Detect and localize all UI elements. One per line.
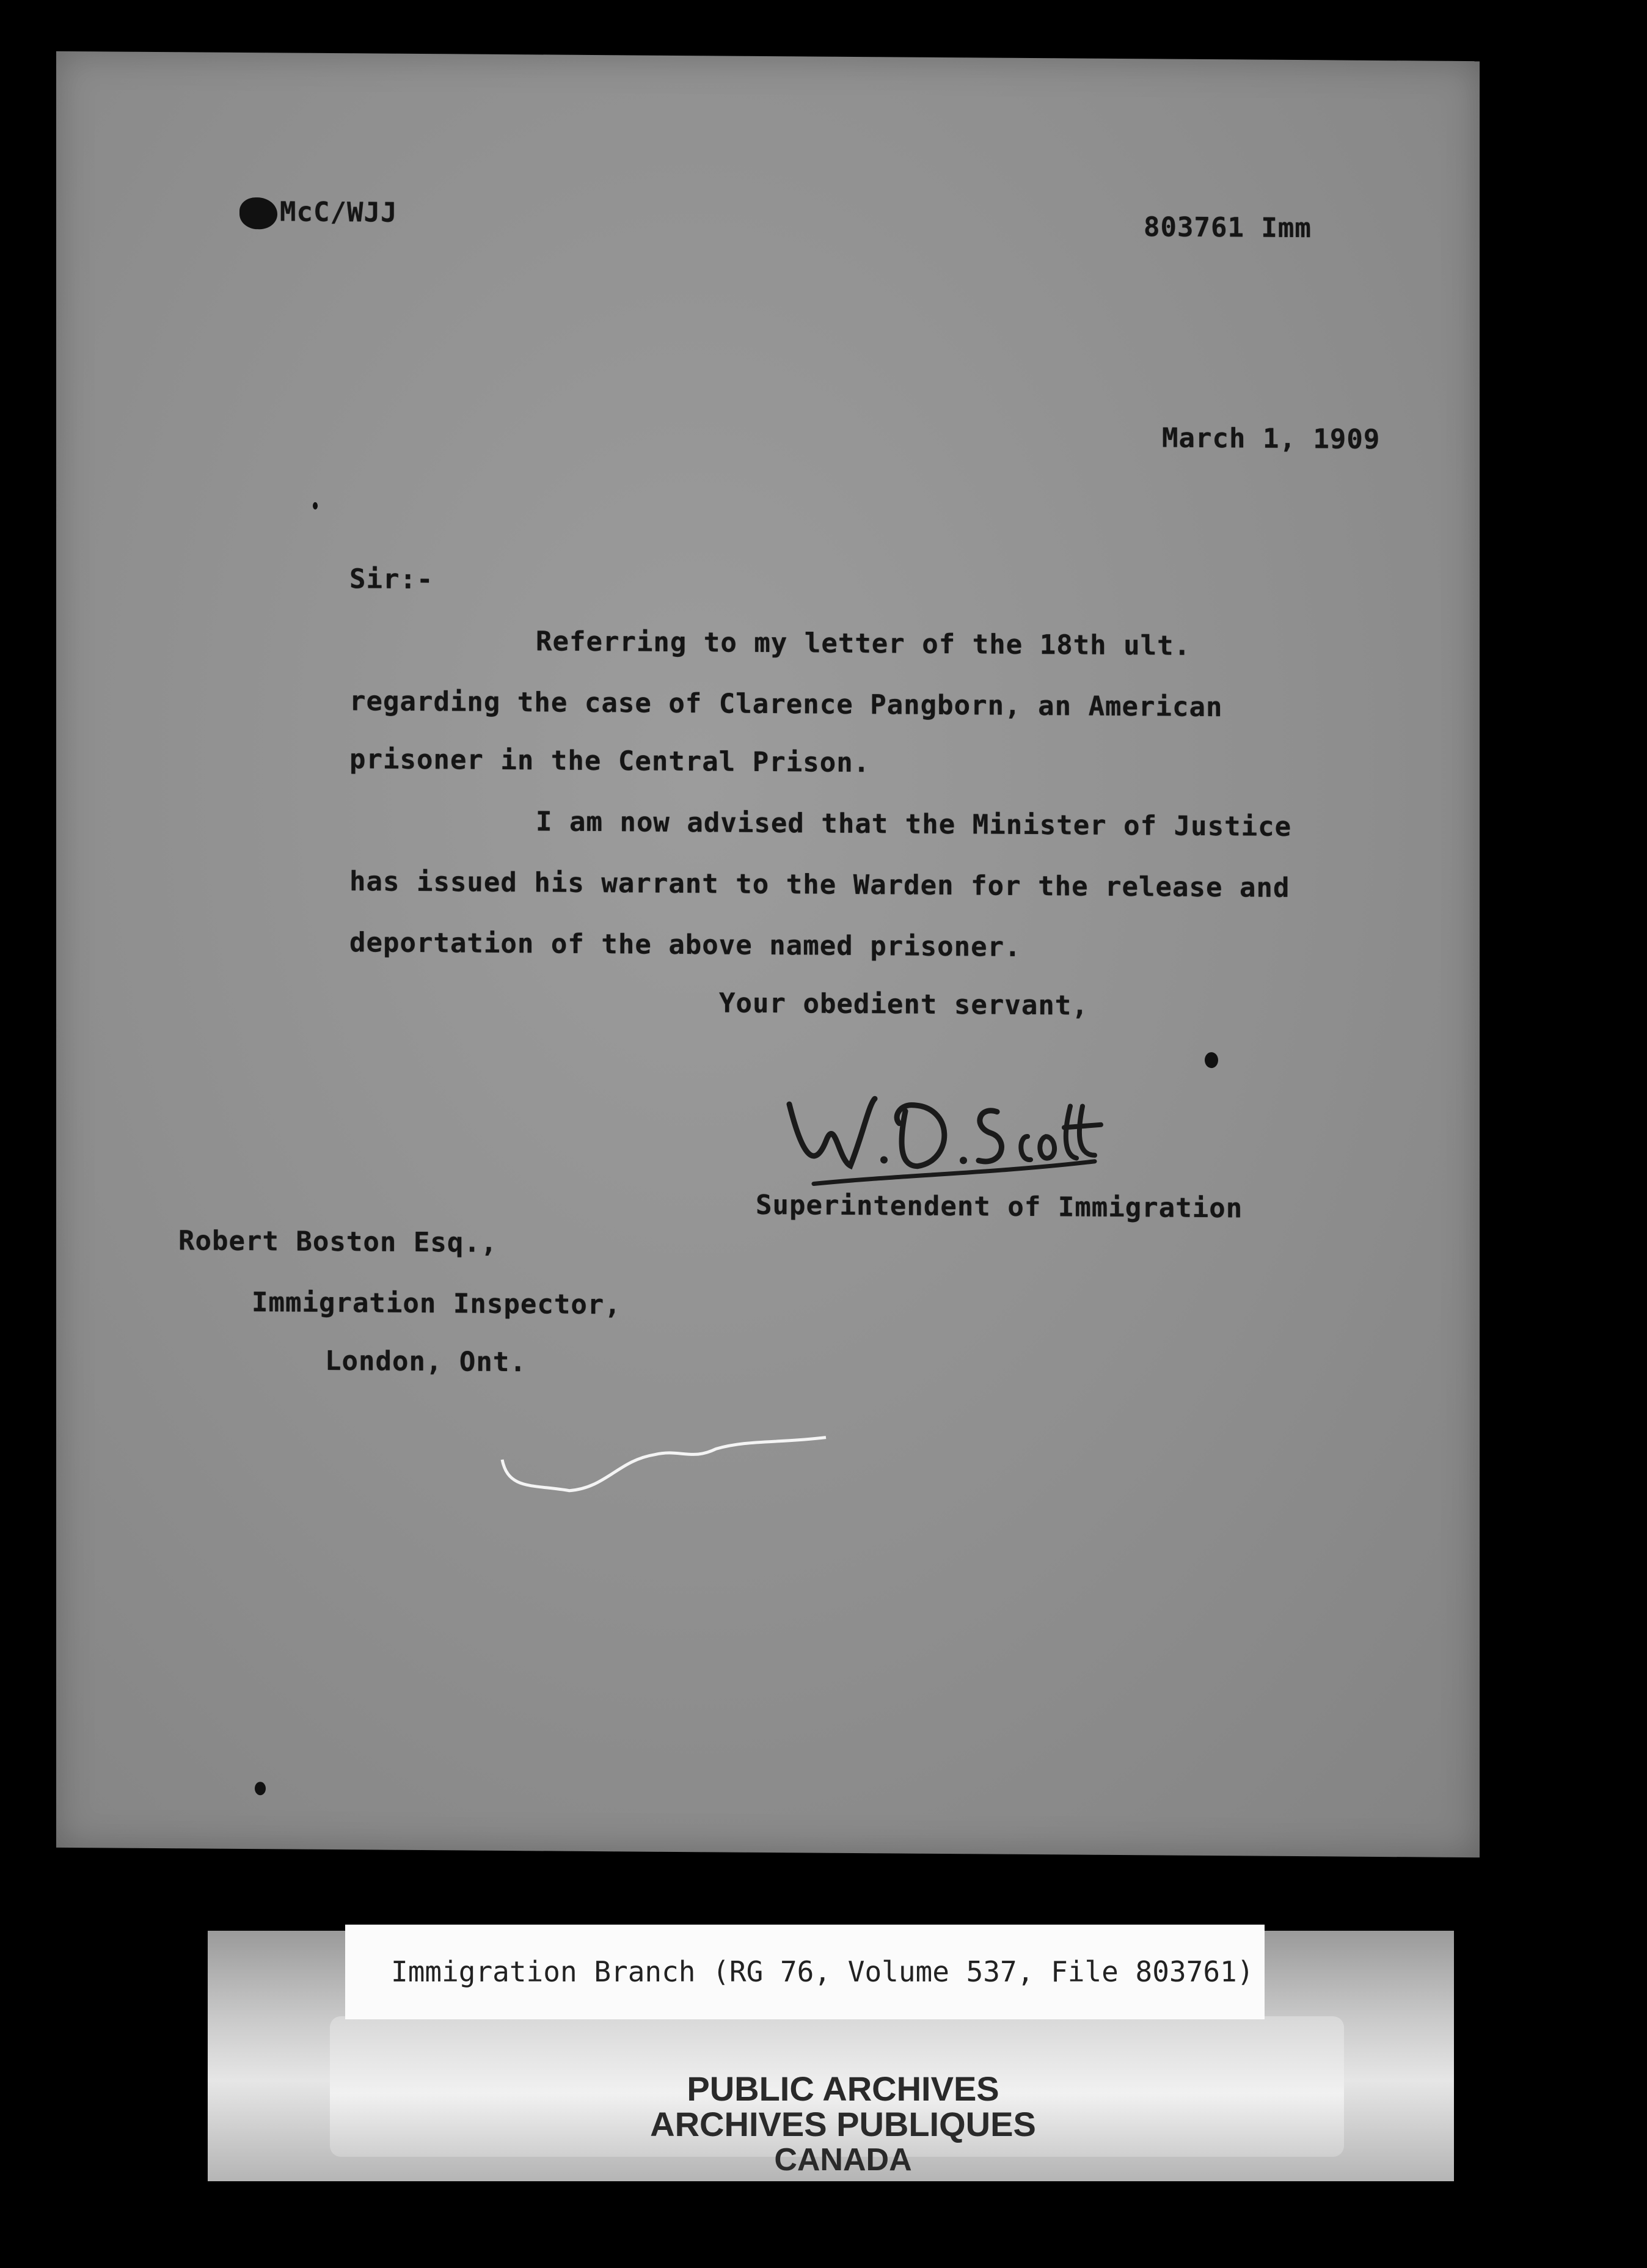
ink-blot xyxy=(239,197,277,229)
archive-label xyxy=(345,1925,1265,2019)
signature xyxy=(777,1067,1119,1204)
speck xyxy=(255,1782,266,1795)
stamp-line: ARCHIVES PUBLIQUES xyxy=(650,2105,1036,2143)
speck xyxy=(313,502,318,510)
body-line: has issued his warrant to the Warden for the release and xyxy=(349,866,1290,904)
addressee-line: London, Ont. xyxy=(325,1345,527,1378)
body-line: prisoner in the Central Prison. xyxy=(349,744,871,779)
body-line: deportation of the above named prisoner. xyxy=(349,927,1021,963)
speck xyxy=(1205,1052,1218,1068)
body-line: regarding the case of Clarence Pangborn, an American xyxy=(349,686,1223,723)
salutation: Sir:- xyxy=(349,563,434,596)
closing: Your obedient servant, xyxy=(719,987,1089,1022)
reference-initials-text: McC/WJJ xyxy=(280,196,398,229)
signer-title: Superintendent of Immigration xyxy=(756,1189,1243,1224)
reference-initials xyxy=(239,196,397,230)
archive-stamp xyxy=(605,2071,1081,2178)
body-line: I am now advised that the Minister of Justice xyxy=(536,806,1292,843)
addressee-line: Robert Boston Esq., xyxy=(178,1225,498,1259)
addressee-line: Immigration Inspector, xyxy=(252,1287,621,1321)
file-reference: 803761 Imm xyxy=(1144,211,1312,244)
letter-sheet xyxy=(56,51,1480,1857)
archive-caption: Immigration Branch (RG 76, Volume 537, File 803761) xyxy=(391,1955,1254,1988)
stamp-line: PUBLIC ARCHIVES xyxy=(687,2069,999,2108)
letter-date: March 1, 1909 xyxy=(1162,422,1381,455)
film-scratch xyxy=(496,1423,838,1511)
stamp-line: CANADA xyxy=(774,2142,912,2178)
body-line: Referring to my letter of the 18th ult. xyxy=(536,626,1191,662)
